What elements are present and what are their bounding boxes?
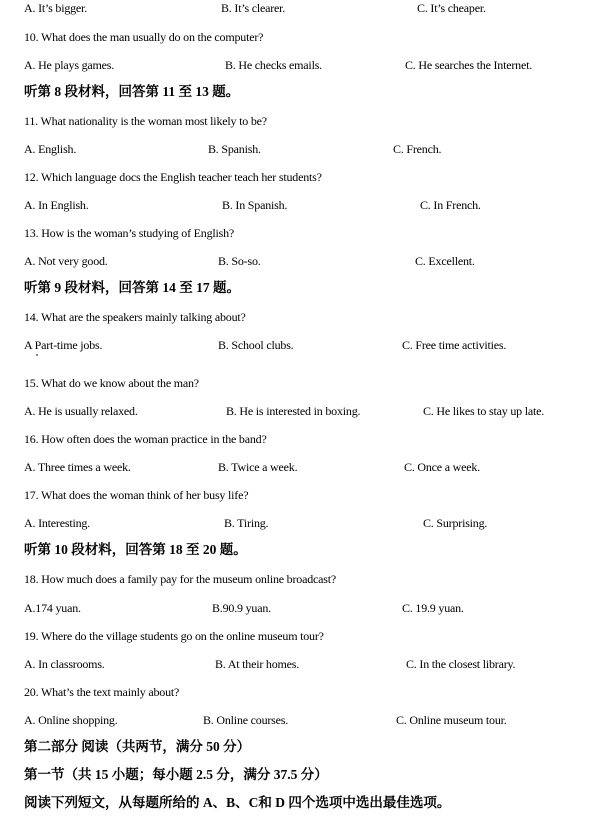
q12-option-a: A. In English.: [24, 198, 89, 212]
q12-option-b: B. In Spanish.: [222, 198, 288, 212]
q16-option-c: C. Once a week.: [404, 460, 480, 474]
q13-option-c: C. Excellent.: [415, 254, 475, 268]
q13-option-b: B. So-so.: [218, 254, 261, 268]
q10-question: 10. What does the man usually do on the computer?: [24, 30, 264, 44]
q17-option-c: C. Surprising.: [423, 516, 488, 530]
q19-option-c: C. In the closest library.: [406, 657, 516, 671]
q19-question: 19. Where do the village students go on the online museum tour?: [24, 629, 324, 643]
q15-question: 15. What do we know about the man?: [24, 376, 199, 390]
q9-option-b: B. It’s clearer.: [221, 1, 286, 15]
q16-question: 16. How often does the woman practice in the band?: [24, 432, 267, 446]
q18-option-a: A.174 yuan.: [24, 601, 81, 615]
q20-option-c: C. Online museum tour.: [396, 713, 507, 727]
q18-question: 18. How much does a family pay for the museum online broadcast?: [24, 572, 336, 586]
q13-question: 13. How is the woman’s studying of English?: [24, 226, 235, 240]
q14-option-a: A Part-time jobs.: [24, 338, 103, 352]
q11-option-c: C. French.: [393, 142, 442, 156]
part2-header: 第二部分 阅读（共两节，满分 50 分）: [24, 739, 251, 754]
q15-option-b: B. He is interested in boxing.: [226, 404, 361, 418]
q12-question: 12. Which language docs the English teacher teach her students?: [24, 170, 322, 184]
q16-option-a: A. Three times a week.: [24, 460, 131, 474]
q9-option-a: A. It’s bigger.: [24, 1, 87, 15]
q12-option-c: C. In French.: [420, 198, 481, 212]
q14-option-b: B. School clubs.: [218, 338, 294, 352]
q16-option-b: B. Twice a week.: [218, 460, 298, 474]
q17-question: 17. What does the woman think of her busy life?: [24, 488, 249, 502]
q15-option-a: A. He is usually relaxed.: [24, 404, 138, 418]
q20-option-b: B. Online courses.: [203, 713, 289, 727]
q11-option-b: B. Spanish.: [208, 142, 261, 156]
q10-option-a: A. He plays games.: [24, 58, 115, 72]
q17-option-b: B. Tiring.: [224, 516, 269, 530]
q18-option-b: B.90.9 yuan.: [212, 601, 271, 615]
section8-header: 听第 8 段材料，回答第 11 至 13 题。: [24, 84, 240, 99]
q14-option-c: C. Free time activities.: [402, 338, 507, 352]
q11-option-a: A. English.: [24, 142, 77, 156]
q11-question: 11. What nationality is the woman most likely to be?: [24, 114, 267, 128]
q19-option-b: B. At their homes.: [215, 657, 300, 671]
q10-option-b: B. He checks emails.: [225, 58, 322, 72]
section1-header: 第一节（共 15 小题；每小题 2.5 分，满分 37.5 分）: [24, 767, 328, 782]
q19-option-a: A. In classrooms.: [24, 657, 105, 671]
section9-header: 听第 9 段材料，回答第 14 至 17 题。: [24, 280, 240, 295]
section10-header: 听第 10 段材料，回答第 18 至 20 题。: [24, 542, 247, 557]
q15-option-c: C. He likes to stay up late.: [423, 404, 545, 418]
q20-question: 20. What’s the text mainly about?: [24, 685, 180, 699]
q10-option-c: C. He searches the Internet.: [405, 58, 533, 72]
q13-option-a: A. Not very good.: [24, 254, 108, 268]
stray-dot: [36, 354, 38, 356]
q14-question: 14. What are the speakers mainly talking about?: [24, 310, 246, 324]
q18-option-c: C. 19.9 yuan.: [402, 601, 464, 615]
q20-option-a: A. Online shopping.: [24, 713, 118, 727]
reading-instruction: 阅读下列短文，从每题所给的 A、B、C和 D 四个选项中选出最佳选项。: [24, 795, 451, 810]
q9-option-c: C. It’s cheaper.: [417, 1, 486, 15]
q17-option-a: A. Interesting.: [24, 516, 90, 530]
